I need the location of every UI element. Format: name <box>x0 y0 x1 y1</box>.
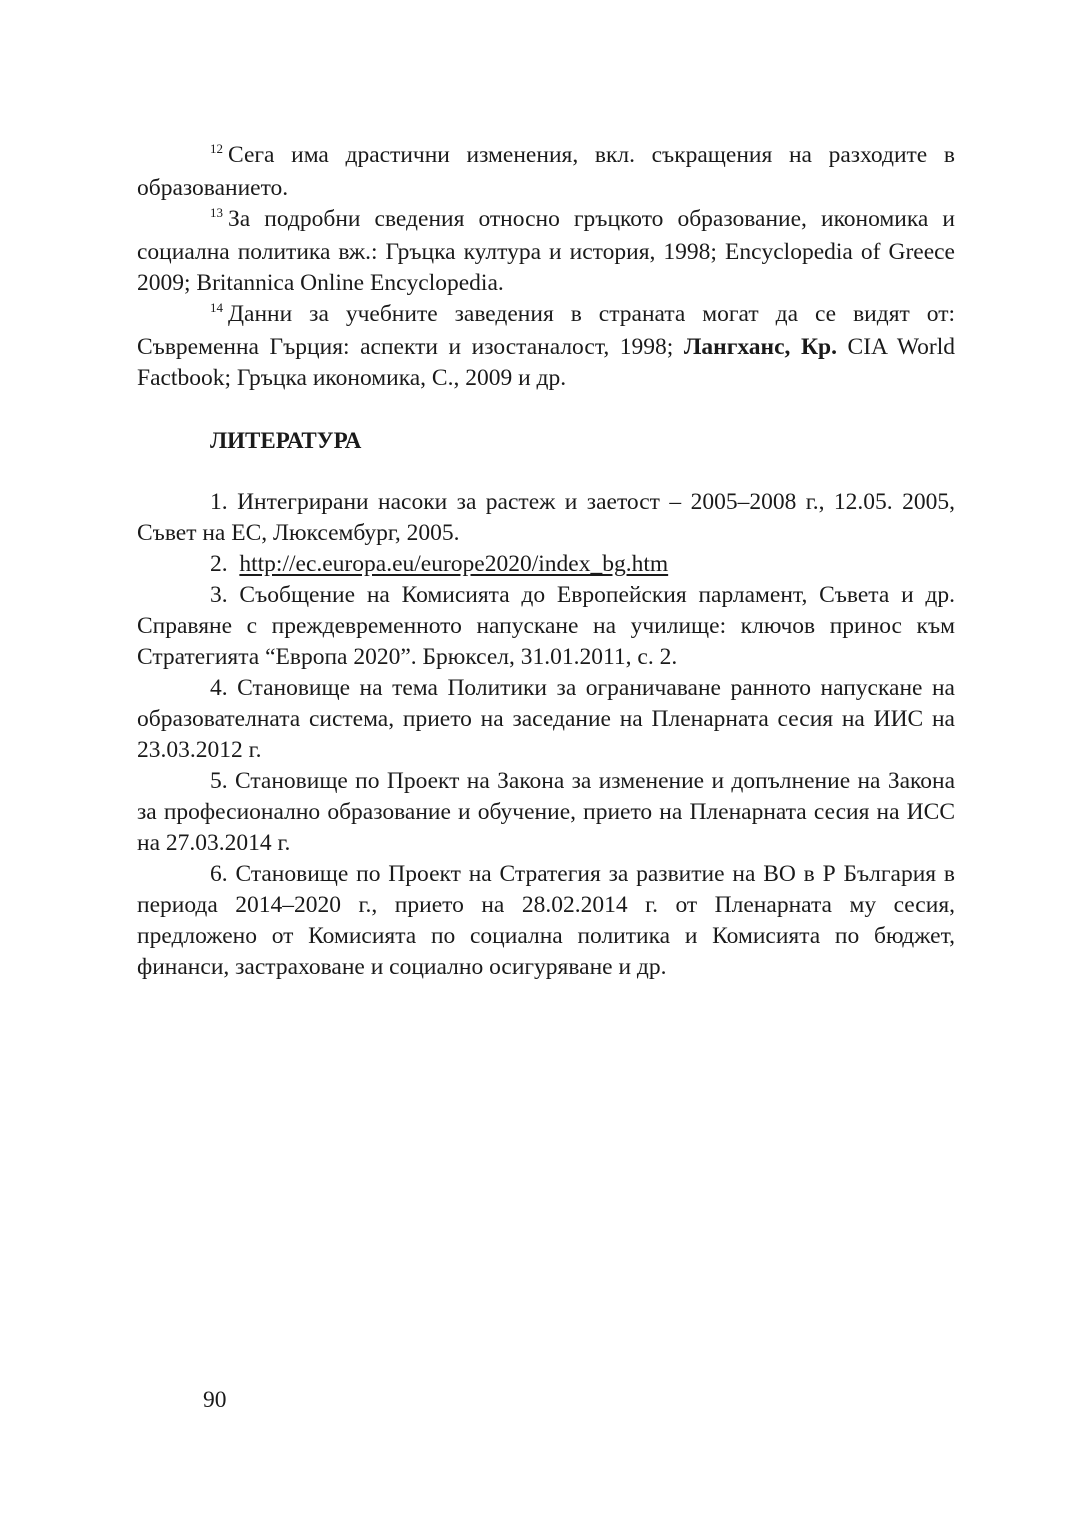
footnote-author: Лангханс, Кр. <box>683 334 837 360</box>
footnote-text: За подробни сведения относно гръцкото образование, икономика и социална политика вж.: Гръцка култура и история, 1998; Encyclopedia of Greece 2009; Britannica Online Encyclopedia. <box>137 206 955 296</box>
footnote-14 <box>137 299 955 394</box>
page-number: 90 <box>203 1387 227 1413</box>
reference-text: Становище по Проект на Стратегия за развитие на ВО в Р България в периода 2014–2020 г., прието на 28.02.2014 г. от Пленарната му сесия, предложено от Комисията по социална политика и Комисията по бюджет, финанси, застраховане и социално осигуряване и др. <box>137 861 955 980</box>
reference-number: 1. <box>210 489 228 515</box>
reference-number: 2. <box>210 551 228 577</box>
footnote-text: Сега има драстични изменения, вкл. съкращения на разходите в образованието. <box>137 142 955 201</box>
document-page <box>137 140 955 983</box>
footnote-number: 14 <box>210 300 223 315</box>
reference-number: 6. <box>210 861 228 887</box>
reference-text: Съобщение на Комисията до Европейския парламент, Съвета и др. Справяне с преждевременното напускане на училище: ключов принос към Стратегията “Европа 2020”. Брюксел, 31.01.2011, с. 2. <box>137 582 955 670</box>
reference-text: Интегрирани насоки за растеж и заетост – 2005–2008 г., 12.05. 2005, Съвет на ЕС, Люксембург, 2005. <box>137 489 955 546</box>
reference-number: 3. <box>210 582 228 608</box>
footnote-text: Данни за учебните заведения в страната могат да се видят от: Съвременна Гърция: аспекти и изостаналост, 1998; <box>137 301 955 360</box>
reference-item <box>137 580 955 673</box>
reference-text: Становище на тема Политики за ограничаване ранното напускане на образователната система, прието на заседание на Пленарната сесия на ИИС на 23.03.2012 г. <box>137 675 955 763</box>
footnote-number: 12 <box>210 141 223 156</box>
reference-item <box>137 766 955 859</box>
footnote-number: 13 <box>210 205 223 220</box>
reference-text: Становище по Проект на Закона за изменение и допълнение на Закона за професионално образование и обучение, прието на Пленарната сесия на ИСС на 27.03.2014 г. <box>137 768 955 856</box>
reference-item <box>137 549 955 580</box>
reference-item <box>137 859 955 983</box>
footnotes-section <box>137 140 955 394</box>
reference-number: 5. <box>210 768 228 794</box>
footnote-text: CIA World Factbook; Гръцка икономика, С., 2009 и др. <box>137 334 956 391</box>
footnote-13 <box>137 204 955 299</box>
section-heading: ЛИТЕРАТУРА <box>210 428 362 453</box>
reference-item <box>137 673 955 766</box>
footnote-12 <box>137 140 955 204</box>
reference-number: 4. <box>210 675 228 701</box>
reference-item <box>137 487 955 549</box>
reference-link[interactable]: http://ec.europa.eu/europe2020/index_bg.htm <box>239 551 669 577</box>
references-list <box>137 487 955 983</box>
